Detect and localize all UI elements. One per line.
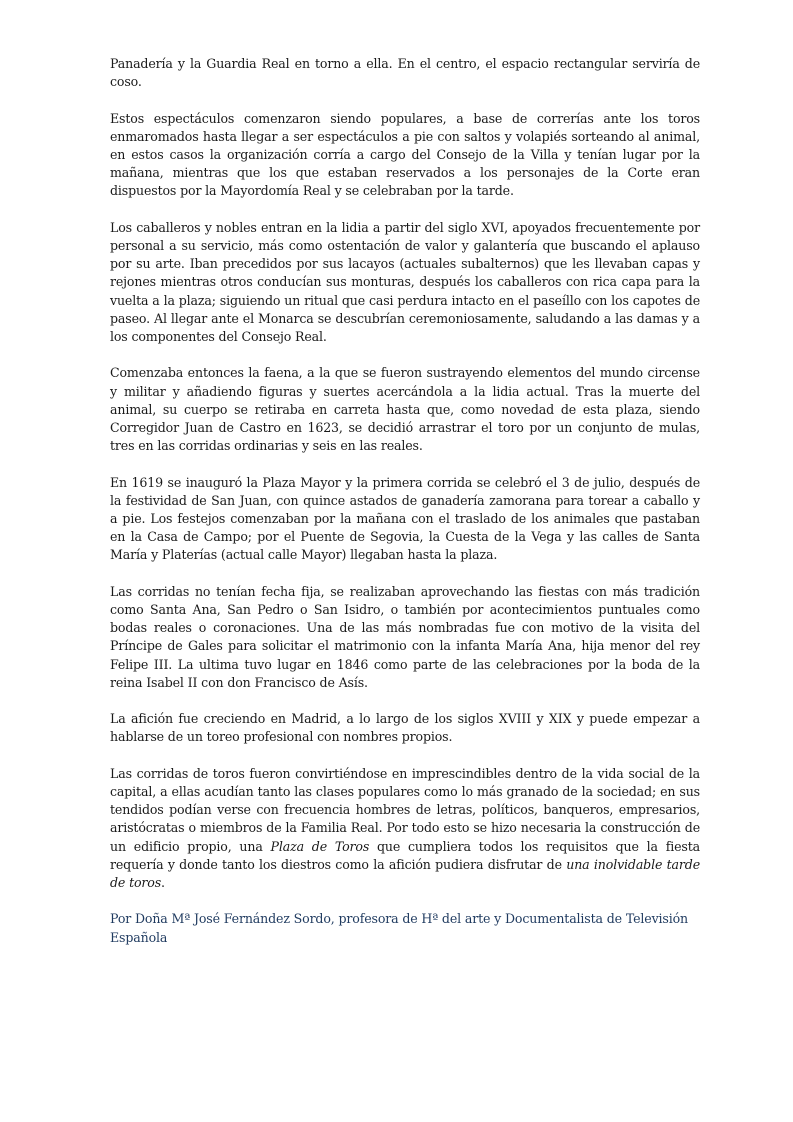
paragraph-corridas-dates: Las corridas no tenían fecha fija, se realizaban aprovechando las fiestas con más tradición como Santa Ana, San Pedro o San Isidro, o también por acontecimientos puntuales como bodas reales o coronaciones. Una de las más nombradas fue con motivo de la visita del Príncipe de Gales para solicitar el matrimonio con la infanta María Ana, hija menor del rey Felipe III. La ultima tuvo lugar en 1846 como parte de las celebraciones por la boda de la reina Isabel II con don Francisco de Asís. <box>110 583 700 690</box>
italic-plaza-de-toros: Plaza de Toros <box>270 838 370 854</box>
paragraph-faena: Comenzaba entonces la faena, a la que se fueron sustrayendo elementos del mundo circense y militar y añadiendo figuras y suertes acercándola a la lidia actual. Tras la muerte del animal, su cuerpo se retiraba en carreta hasta que, como novedad de esta plaza, siendo Corregidor Juan de Castro en 1623, se decidió arrastrar el toro por un conjunto de mulas, tres en las corridas ordinarias y seis en las reales. <box>110 365 700 454</box>
paragraph-aficion: La afición fue creciendo en Madrid, a lo largo de los siglos XVIII y XIX y puede empezar a hablarse de un toreo profesional con nombres propios. <box>110 711 700 745</box>
paragraph-popular-spectacles: Estos espectáculos comenzaron siendo populares, a base de correrías ante los toros enmaromados hasta llegar a ser espectáculos a pie con saltos y volapiés sorteando al animal, en estos casos la organización corría a cargo del Consejo de la Villa y tenían lugar por la mañana, mientras que los que estaban reservados a los personajes de la Corte eran dispuestos por la Mayordomía Real y se celebraban por la tarde. <box>110 110 700 199</box>
text-run: que cumpliera todos los requisitos que la fiesta requería y donde tanto los diestros como la afición pudiera disfrutar de <box>110 838 700 872</box>
document-page <box>110 55 700 965</box>
paragraph-inauguration-1619: En 1619 se inauguró la Plaza Mayor y la primera corrida se celebró el 3 de julio, después de la festividad de San Juan, con quince astados de ganadería zamorana para torear a caballo y a pie. Los festejos comenzaban por la mañana con el traslado de los animales que pastaban en la Casa de Campo; por el Puente de Segovia, la Cuesta de la Vega y las calles de Santa María y Platerías (actual calle Mayor) llegaban hasta la plaza. <box>110 474 700 563</box>
paragraph-plaza-description: Panadería y la Guardia Real en torno a ella. En el centro, el espacio rectangular serviría de coso. <box>110 56 700 90</box>
paragraph-plaza-de-toros <box>110 765 700 892</box>
paragraph-caballeros: Los caballeros y nobles entran en la lidia a partir del siglo XVI, apoyados frecuentemente por personal a su servicio, más como ostentación de valor y galantería que buscando el aplauso por su arte. Iban precedidos por sus lacayos (actuales subalternos) que les llevaban capas y rejones mientras otros conducían sus monturas, después los caballeros con rica capa para la vuelta a la plaza; siguiendo un ritual que casi perdura intacto en el paseíllo con los capotes de paseo. Al llegar ante el Monarca se descubrían ceremoniosamente, saludando a las damas y a los componentes del Consejo Real. <box>110 219 700 345</box>
italic-tarde-de-toros: una inolvidable tarde de toros <box>110 856 701 891</box>
text-run: . <box>161 875 165 891</box>
author-credit: Por Doña Mª José Fernández Sordo, profesora de Hª del arte y Documentalista de Televisión Española <box>110 911 688 945</box>
text-run: Las corridas de toros fueron convirtiéndose en imprescindibles dentro de la vida social de la capital, a ellas acudían tanto las clases populares como lo más granado de la sociedad; en sus tendidos podían verse con frecuencia hombres de letras, políticos, banqueros, empresarios, aristócratas o miembros de la Familia Real. Por todo esto se hizo necesaria la construcción de un edificio propio, una <box>110 765 700 854</box>
